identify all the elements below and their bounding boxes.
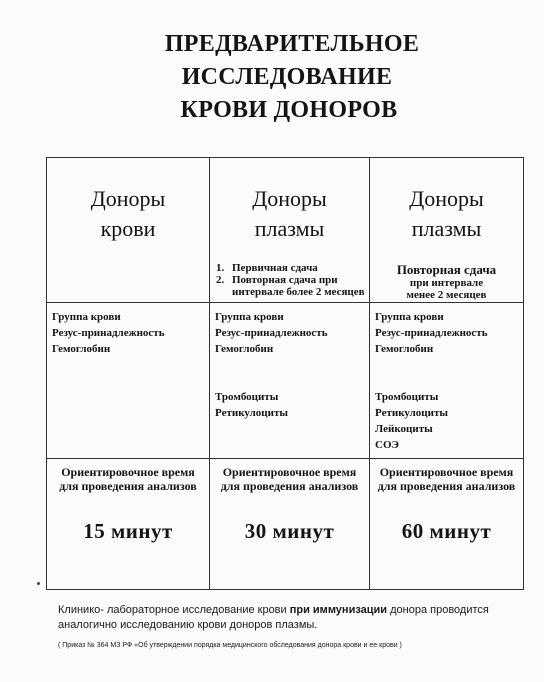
time-label-line-2: для проведения анализов	[220, 479, 359, 493]
test-item: Резус-принадлежность	[52, 327, 165, 339]
condition-line-2: при интервале	[409, 277, 484, 289]
time-row	[47, 459, 524, 590]
footer-text-after: донора проводится аналогично исследованию крови доноров плазмы.	[58, 604, 489, 631]
footer-note	[58, 603, 528, 633]
tests-list	[47, 303, 209, 357]
test-item: Резус-принадлежность	[375, 327, 488, 339]
tests-list	[370, 303, 523, 453]
time-label-line-1: Ориентировочное время	[61, 465, 195, 479]
donor-test-table	[46, 157, 524, 590]
tests-list	[210, 303, 369, 421]
test-item: Тромбоциты	[215, 391, 279, 403]
time-label-line-1: Ориентировочное время	[222, 465, 357, 479]
time-cell-col-1	[47, 459, 210, 590]
header-cell-blood-donors	[47, 158, 210, 303]
title-line-1: ПРЕДВАРИТЕЛЬНОЕ	[164, 31, 420, 57]
test-item: Ретикулоциты	[215, 407, 288, 419]
list-text: Повторная сдача при интервале более 2 месяцев	[232, 274, 365, 298]
tests-cell-col-2	[210, 303, 370, 459]
time-label-line-2: для проведения анализов	[59, 479, 197, 493]
list-text: Первичная сдача	[232, 262, 318, 274]
time-label	[47, 465, 209, 493]
time-value: 60 минут	[401, 519, 492, 543]
test-item: Ретикулоциты	[375, 407, 448, 419]
time-label	[370, 465, 523, 493]
title-line-2: ИССЛЕДОВАНИЕ	[181, 64, 393, 90]
time-value: 30 минут	[244, 519, 335, 543]
time-label	[210, 465, 369, 493]
condition-line-3: менее 2 месяцев	[406, 289, 487, 301]
time-label-line-1: Ориентировочное время	[379, 465, 514, 479]
time-label-line-2: для проведения анализов	[377, 479, 516, 493]
test-item: Гемоглобин	[375, 343, 434, 355]
title-line-3: КРОВИ ДОНОРОВ	[180, 97, 398, 123]
test-item: Группа крови	[52, 311, 121, 323]
time-cell-col-3	[370, 459, 524, 590]
tests-row	[47, 303, 524, 459]
list-number: 2.	[216, 274, 225, 286]
footer-text-before: Клинико- лабораторное исследование крови	[58, 604, 290, 616]
test-item: Группа крови	[215, 311, 284, 323]
test-item: Гемоглобин	[52, 343, 111, 355]
test-item: Гемоглобин	[215, 343, 274, 355]
heading-line-1: Доноры	[252, 186, 327, 211]
list-item	[216, 274, 367, 298]
list-number: 1.	[216, 262, 225, 274]
footer-text-bold: при иммунизации	[289, 604, 388, 616]
heading-line-1: Доноры	[90, 186, 166, 211]
test-item: Тромбоциты	[375, 391, 439, 403]
donation-condition	[370, 262, 523, 301]
scan-speck	[37, 582, 40, 585]
tests-cell-col-1	[47, 303, 210, 459]
header-cell-plasma-donors-repeat	[370, 158, 524, 303]
document-title	[0, 28, 544, 127]
time-cell-col-2	[210, 459, 370, 590]
donation-conditions-list	[216, 262, 367, 298]
donor-type-heading	[370, 184, 523, 244]
donor-type-heading	[47, 184, 209, 244]
heading-line-1: Доноры	[409, 186, 484, 211]
test-item: Группа крови	[375, 311, 444, 323]
tests-cell-col-3	[370, 303, 524, 459]
test-item: СОЭ	[375, 439, 399, 451]
heading-line-2: плазмы	[254, 216, 325, 241]
test-item: Лейкоциты	[375, 423, 433, 435]
order-reference: ( Приказ № 364 МЗ РФ «Об утверждении порядка медицинского обследования донора крови и ее крови )	[58, 642, 402, 649]
heading-line-2: плазмы	[411, 216, 482, 241]
header-cell-plasma-donors-first	[210, 158, 370, 303]
donor-type-heading	[210, 184, 369, 244]
time-value: 15 минут	[83, 519, 173, 543]
test-item: Резус-принадлежность	[215, 327, 328, 339]
condition-line-1: Повторная сдача	[396, 262, 497, 277]
heading-line-2: крови	[100, 216, 156, 241]
header-row	[47, 158, 524, 303]
list-item	[216, 262, 367, 274]
